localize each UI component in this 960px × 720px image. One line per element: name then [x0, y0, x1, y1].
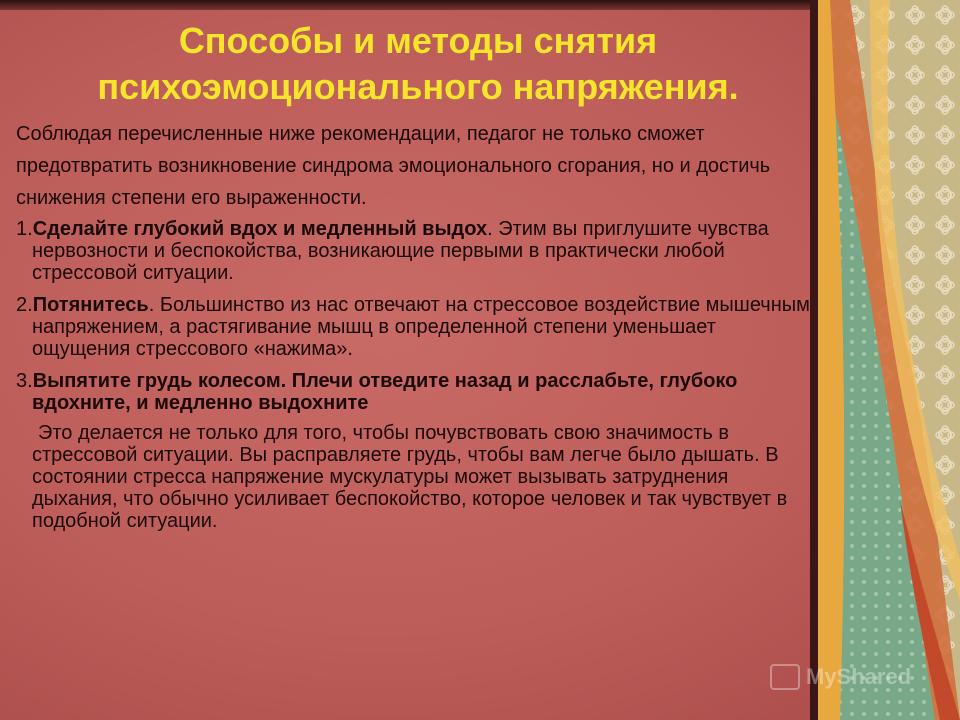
item-heading: Потянитесь: [32, 294, 149, 316]
item-heading: Сделайте глубокий вдох и медленный выдох: [32, 218, 488, 240]
list-item: [16, 294, 816, 360]
list-item: [16, 218, 816, 284]
slide-title: Способы и методы снятия психоэмоционального напряжения.: [97, 20, 739, 107]
item-text: . Этим вы приглушите чувства нервозности и беспокойства, возникающие первыми в практически любой стрессовой ситуации.: [32, 218, 769, 284]
watermark-logo-icon: [770, 664, 800, 690]
item-number: 3.: [16, 370, 33, 392]
watermark: [770, 660, 930, 694]
item-number: 2.: [16, 294, 33, 316]
item-text: . Большинство из нас отвечают на стрессовое воздействие мышечным напряжением, а растягивание мышц в определенной степени уменьшает ощущения стрессового «нажима».: [32, 294, 810, 360]
slide-content: [16, 118, 816, 532]
item-heading: Выпятите грудь колесом. Плечи отведите назад и расслабьте, глубоко вдохните, и медленно выдохните: [32, 370, 738, 414]
top-dark-band: [0, 0, 830, 10]
watermark-text: MyShared: [806, 664, 912, 689]
item-number: 1.: [16, 218, 33, 240]
note-text: Это делается не только для того, чтобы почувствовать свою значимость в стрессовой ситуации. Вы расправляете грудь, чтобы вам легче было дышать. В состоянии стресса напряжение мускулатуры может вызывать затруднения дыхания, что обычно усиливает беспокойство, которое человек и так чувствует в подобной ситуации.: [32, 422, 788, 532]
decorative-ribbon-panel: [810, 0, 960, 720]
note-paragraph: [16, 422, 816, 532]
list-item: [16, 370, 816, 414]
intro-paragraph: Соблюдая перечисленные ниже рекомендации, педагог не только сможет предотвратить возникновение синдрома эмоционального сгорания, но и достичь снижения степени его выраженности.: [16, 123, 771, 209]
